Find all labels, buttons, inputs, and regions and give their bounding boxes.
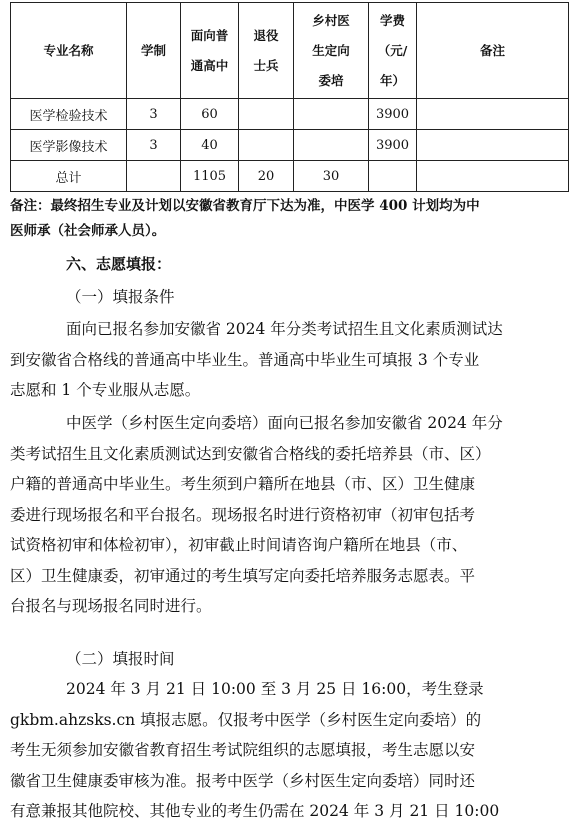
paragraph-line: 志愿和 1 个专业服从志愿。 — [10, 381, 201, 399]
cell-veteran — [239, 130, 294, 161]
header-veterans: 退役 士兵 — [239, 3, 294, 99]
header-years: 学制 — [127, 3, 181, 99]
cell-note — [417, 99, 569, 130]
cell-fee: 3900 — [369, 130, 417, 161]
cell-total-general: 1105 — [181, 161, 239, 192]
table-footnote — [10, 194, 566, 244]
cell-total-years — [127, 161, 181, 192]
paragraph-line: 委进行现场报名和平台报名。现场报名时进行资格初审（初审包括考 — [10, 505, 476, 524]
header-village-doctor: 乡村医 生定向 委培 — [294, 3, 369, 99]
cell-years: 3 — [127, 130, 181, 161]
paragraph — [10, 408, 566, 622]
header-general-high-school: 面向普 通高中 — [181, 3, 239, 99]
cell-general: 60 — [181, 99, 239, 130]
paragraph-line: 面向已报名参加安徽省 2024 年分类考试招生且文化素质测试达 — [66, 320, 503, 338]
cell-major-name: 医学影像技术 — [11, 130, 127, 161]
section-title: 六、志愿填报： — [66, 255, 172, 273]
header-major-name: 专业名称 — [11, 3, 127, 99]
cell-total-note — [417, 161, 569, 192]
footnote-line: 医师承（社会师承人员）。 — [10, 223, 166, 239]
header-tuition: 学费 （元/ 年） — [369, 3, 417, 99]
table-row — [11, 99, 569, 130]
cell-village — [294, 99, 369, 130]
table-header-row — [11, 3, 569, 99]
subsection-title: （二）填报时间 — [66, 650, 175, 668]
cell-total-label: 总计 — [11, 161, 127, 192]
paragraph — [10, 674, 566, 827]
cell-total-veteran: 20 — [239, 161, 294, 192]
paragraph-line: 2024 年 3 月 21 日 10:00 至 3 月 25 日 16:00，考生登录 — [66, 680, 484, 698]
paragraph-line: 台报名与现场报名同时进行。 — [10, 597, 212, 615]
header-remarks: 备注 — [417, 3, 569, 99]
subsection-title: （一）填报条件 — [66, 288, 175, 306]
paragraph-line: 试资格初审和体检初审），初审截止时间请咨询户籍所在地县（市、 — [10, 536, 468, 554]
paragraph-line: 户籍的普通高中毕业生。考生须到户籍所在地县（市、区）卫生健康 — [10, 475, 476, 493]
table-row — [11, 130, 569, 161]
paragraph — [10, 314, 566, 406]
cell-veteran — [239, 99, 294, 130]
enrollment-plan-table — [10, 2, 569, 192]
table-total-row — [11, 161, 569, 192]
paragraph-line: 考生无须参加安徽省教育招生考试院组织的志愿填报，考生志愿以安 — [10, 741, 476, 759]
paragraph-line: 类考试招生且文化素质测试达到安徽省合格线的委托培养县（市、区） — [10, 444, 491, 463]
cell-general: 40 — [181, 130, 239, 161]
paragraph-line: 到安徽省合格线的普通高中毕业生。普通高中毕业生可填报 3 个专业 — [10, 350, 480, 369]
cell-total-fee — [369, 161, 417, 192]
paragraph-line: 中医学（乡村医生定向委培）面向已报名参加安徽省 2024 年分 — [66, 414, 503, 432]
paragraph-line: 有意兼报其他院校、其他专业的考生仍需在 2024 年 3 月 21 日 10:00 — [10, 802, 500, 820]
cell-note — [417, 130, 569, 161]
paragraph-line: 徽省卫生健康委审核为准。报考中医学（乡村医生定向委培）同时还 — [10, 771, 476, 790]
paragraph-line: gkbm.ahzsks.cn 填报志愿。仅报考中医学（乡村医生定向委培）的 — [10, 710, 482, 729]
paragraph-line: 区）卫生健康委，初审通过的考生填写定向委托培养服务志愿表。平 — [10, 566, 476, 585]
cell-fee: 3900 — [369, 99, 417, 130]
footnote-line: 备注：最终招生专业及计划以安徽省教育厅下达为准，中医学 400 计划均为中 — [10, 198, 480, 214]
cell-village — [294, 130, 369, 161]
cell-years: 3 — [127, 99, 181, 130]
cell-major-name: 医学检验技术 — [11, 99, 127, 130]
cell-total-village: 30 — [294, 161, 369, 192]
